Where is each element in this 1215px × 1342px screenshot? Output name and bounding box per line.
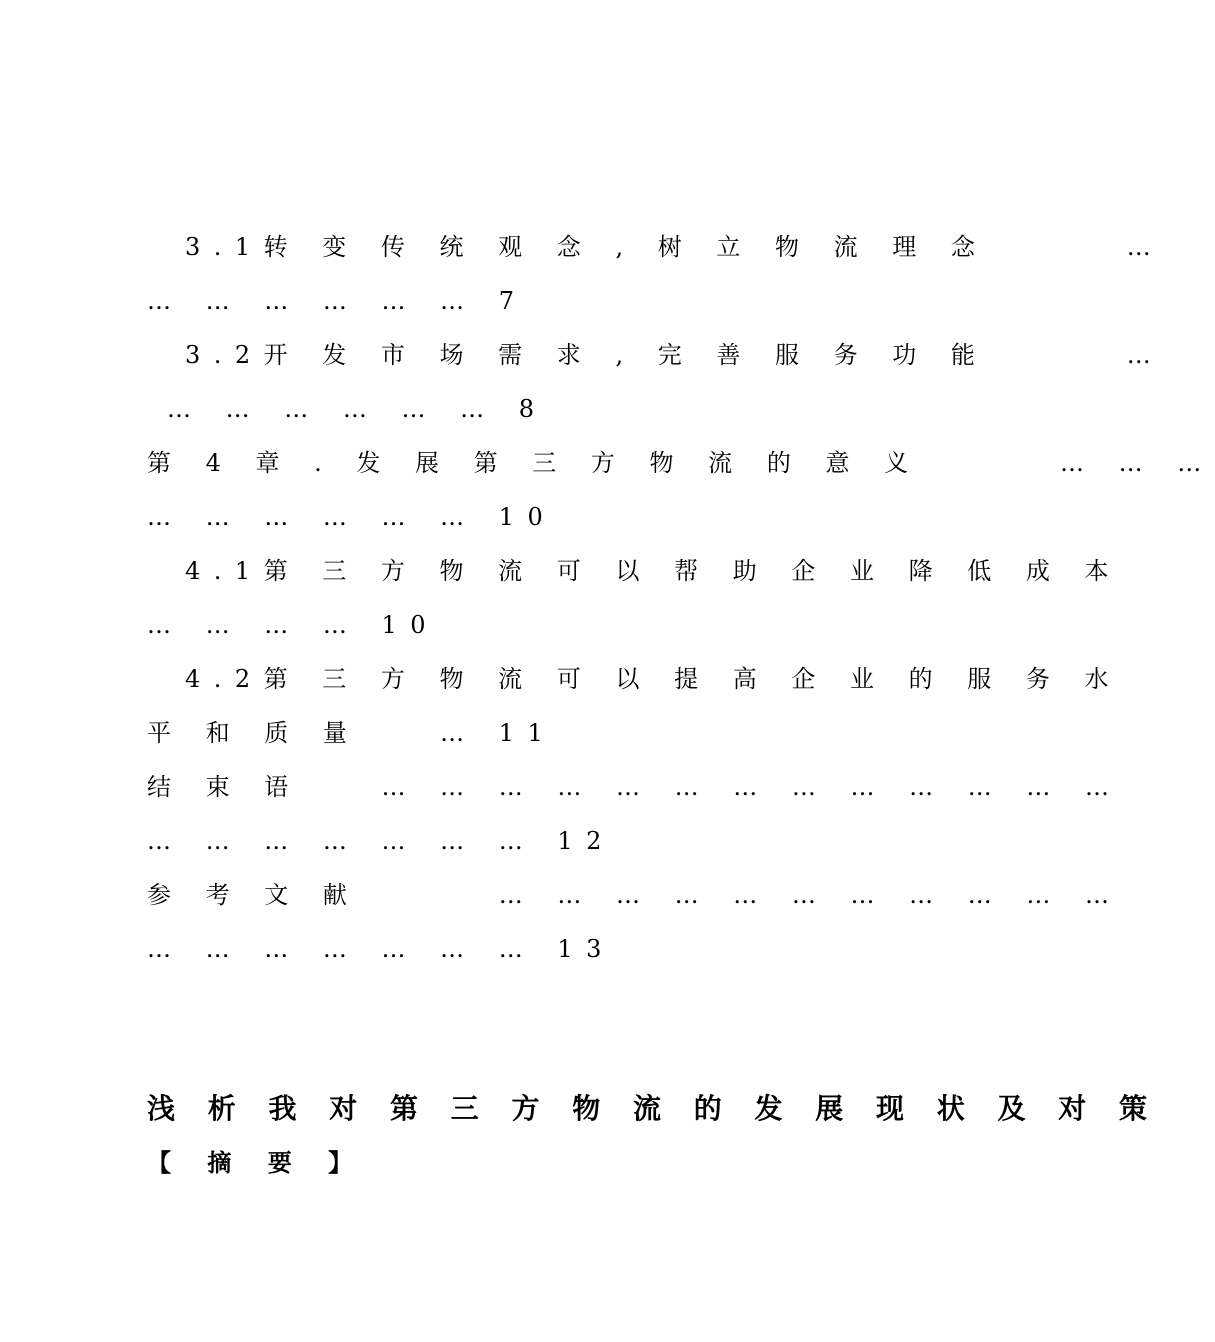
toc-entry-4-1: 4.1第 三 方 物 流 可 以 帮 助 企 业 降 低 成 本 (185, 557, 1122, 585)
toc-entry-3-1: 3.1转 变 传 统 观 念 , 树 立 物 流 理 念 … (185, 233, 1165, 261)
toc-entry-references-page: … … … … … … … 13 (147, 935, 615, 963)
toc-entry-conclusion-page: … … … … … … … 12 (147, 827, 615, 855)
toc-entry-3-2-page: … … … … … … 8 (167, 395, 548, 423)
toc-entry-4-1-page: … … … … 10 (147, 611, 440, 639)
toc-entry-references: 参 考 文 献 … … … … … … … … … … … (147, 881, 1123, 909)
toc-entry-conclusion: 结 束 语 … … … … … … … … … … … … … (147, 773, 1123, 801)
toc-entry-3-1-page: … … … … … … 7 (147, 287, 528, 315)
toc-entry-4-2: 4.2第 三 方 物 流 可 以 提 高 企 业 的 服 务 水 (185, 665, 1122, 693)
toc-entry-chapter-4-page: … … … … … … 10 (147, 503, 557, 531)
toc-entry-chapter-4: 第 4 章 . 发 展 第 三 方 物 流 的 意 义 … … … (147, 449, 1215, 477)
document-title: 浅 析 我 对 第 三 方 物 流 的 发 展 现 状 及 对 策 (147, 1092, 1159, 1125)
toc-entry-4-2-page: 平 和 质 量 … 11 (147, 719, 557, 747)
abstract-heading: 【 摘 要 】 (147, 1148, 367, 1177)
toc-entry-3-2: 3.2开 发 市 场 需 求 , 完 善 服 务 功 能 … (185, 341, 1165, 369)
table-of-contents (147, 220, 1215, 976)
